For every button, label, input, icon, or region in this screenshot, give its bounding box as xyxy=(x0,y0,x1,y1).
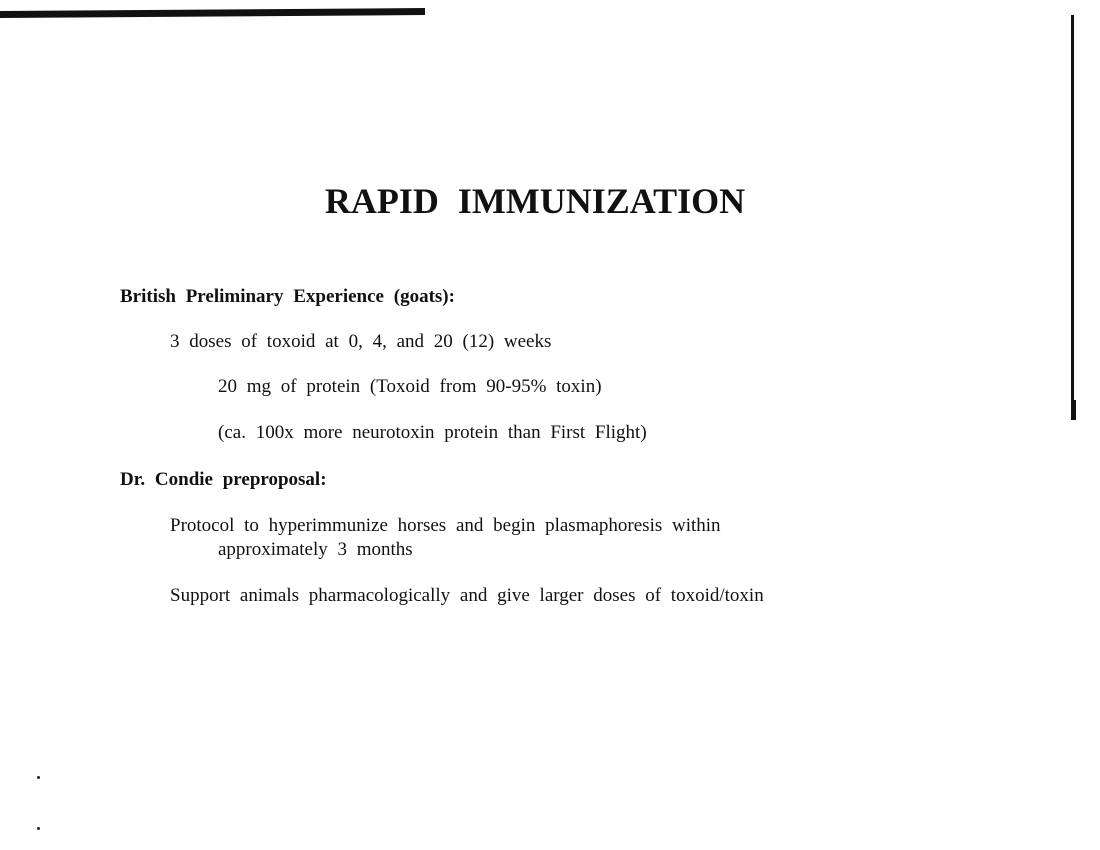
scan-speck xyxy=(37,827,40,830)
scan-edge-line xyxy=(1071,15,1074,420)
scan-speck xyxy=(37,776,40,779)
section-heading: British Preliminary Experience (goats): xyxy=(120,286,455,307)
list-item: (ca. 100x more neurotoxin protein than First Flight) xyxy=(218,422,647,443)
section-heading: Dr. Condie preproposal: xyxy=(120,469,327,490)
list-item: Protocol to hyperimmunize horses and begin plasmaphoresis within xyxy=(170,515,721,536)
scan-edge-line-thick xyxy=(1071,400,1076,420)
list-item: Support animals pharmacologically and give larger doses of toxoid/toxin xyxy=(170,585,764,606)
scan-edge-bar xyxy=(0,8,425,18)
list-item-continuation: approximately 3 months xyxy=(218,539,413,560)
list-item: 3 doses of toxoid at 0, 4, and 20 (12) weeks xyxy=(170,331,552,352)
page-title: RAPID IMMUNIZATION xyxy=(324,181,746,221)
list-item: 20 mg of protein (Toxoid from 90-95% toxin) xyxy=(218,376,602,397)
